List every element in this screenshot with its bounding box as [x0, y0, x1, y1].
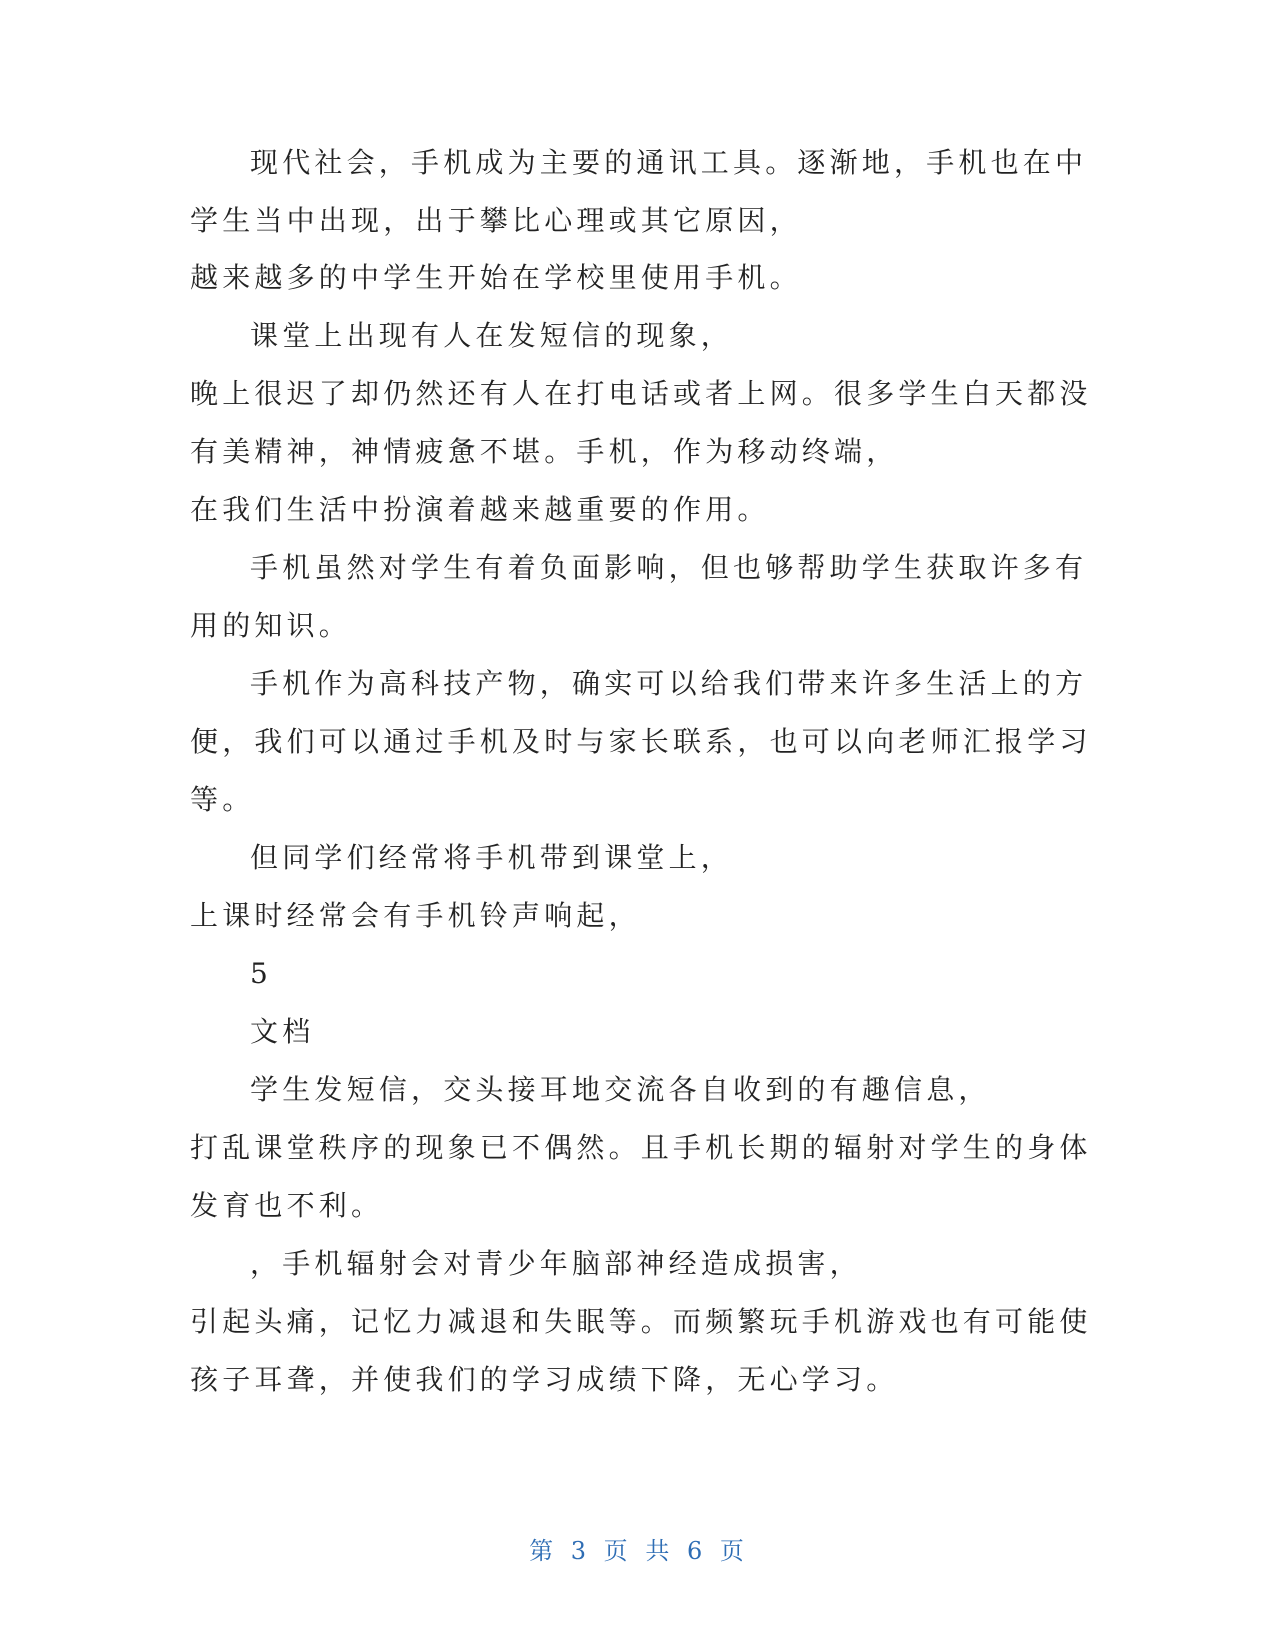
text-line: ，手机辐射会对青少年脑部神经造成损害， [250, 1247, 862, 1280]
footer-page-word: 页 [603, 1537, 630, 1565]
text-line: 手机作为高科技产物，确实可以给我们带来许多生活上的方 [250, 667, 1088, 700]
footer-suffix: 页 [719, 1537, 746, 1565]
text-line: 打乱课堂秩序的现象已不偶然。且手机长期的辐射对学生的身体 [190, 1131, 1092, 1164]
text-line: 课堂上出现有人在发短信的现象， [250, 319, 734, 352]
text-line: 等。 [190, 783, 255, 816]
text-line: 但同学们经常将手机带到课堂上， [250, 841, 734, 874]
text-line: 越来越多的中学生开始在学校里使用手机。 [190, 261, 802, 294]
current-page-number: 3 [570, 1537, 589, 1565]
text-line: 学生发短信，交头接耳地交流各自收到的有趣信息， [250, 1073, 991, 1106]
text-line: 在我们生活中扮演着越来越重要的作用。 [190, 493, 770, 526]
text-line: 学生当中出现，出于攀比心理或其它原因， [190, 204, 802, 237]
text-line: 晚上很迟了却仍然还有人在打电话或者上网。很多学生白天都没 [190, 377, 1092, 410]
text-line: 上课时经常会有手机铃声响起， [190, 899, 641, 932]
total-page-count: 6 [686, 1537, 705, 1565]
text-line: 便，我们可以通过手机及时与家长联系，也可以向老师汇报学习 [190, 725, 1092, 758]
text-line: 发育也不利。 [190, 1189, 384, 1222]
text-line: 引起头痛，记忆力减退和失眠等。而频繁玩手机游戏也有可能使 [190, 1305, 1092, 1338]
page-footer [0, 1535, 1275, 1567]
text-line: 5 [250, 957, 273, 990]
text-line: 现代社会，手机成为主要的通讯工具。逐渐地，手机也在中 [250, 146, 1088, 179]
text-line: 用的知识。 [190, 609, 352, 642]
footer-total-word: 共 [645, 1537, 672, 1565]
text-line: 手机虽然对学生有着负面影响，但也够帮助学生获取许多有 [250, 551, 1088, 584]
text-line: 文档 [250, 1015, 315, 1048]
text-line: 孩子耳聋，并使我们的学习成绩下降，无心学习。 [190, 1363, 899, 1396]
footer-prefix: 第 [529, 1537, 556, 1565]
text-line: 有美精神，神情疲惫不堪。手机，作为移动终端， [190, 435, 899, 468]
